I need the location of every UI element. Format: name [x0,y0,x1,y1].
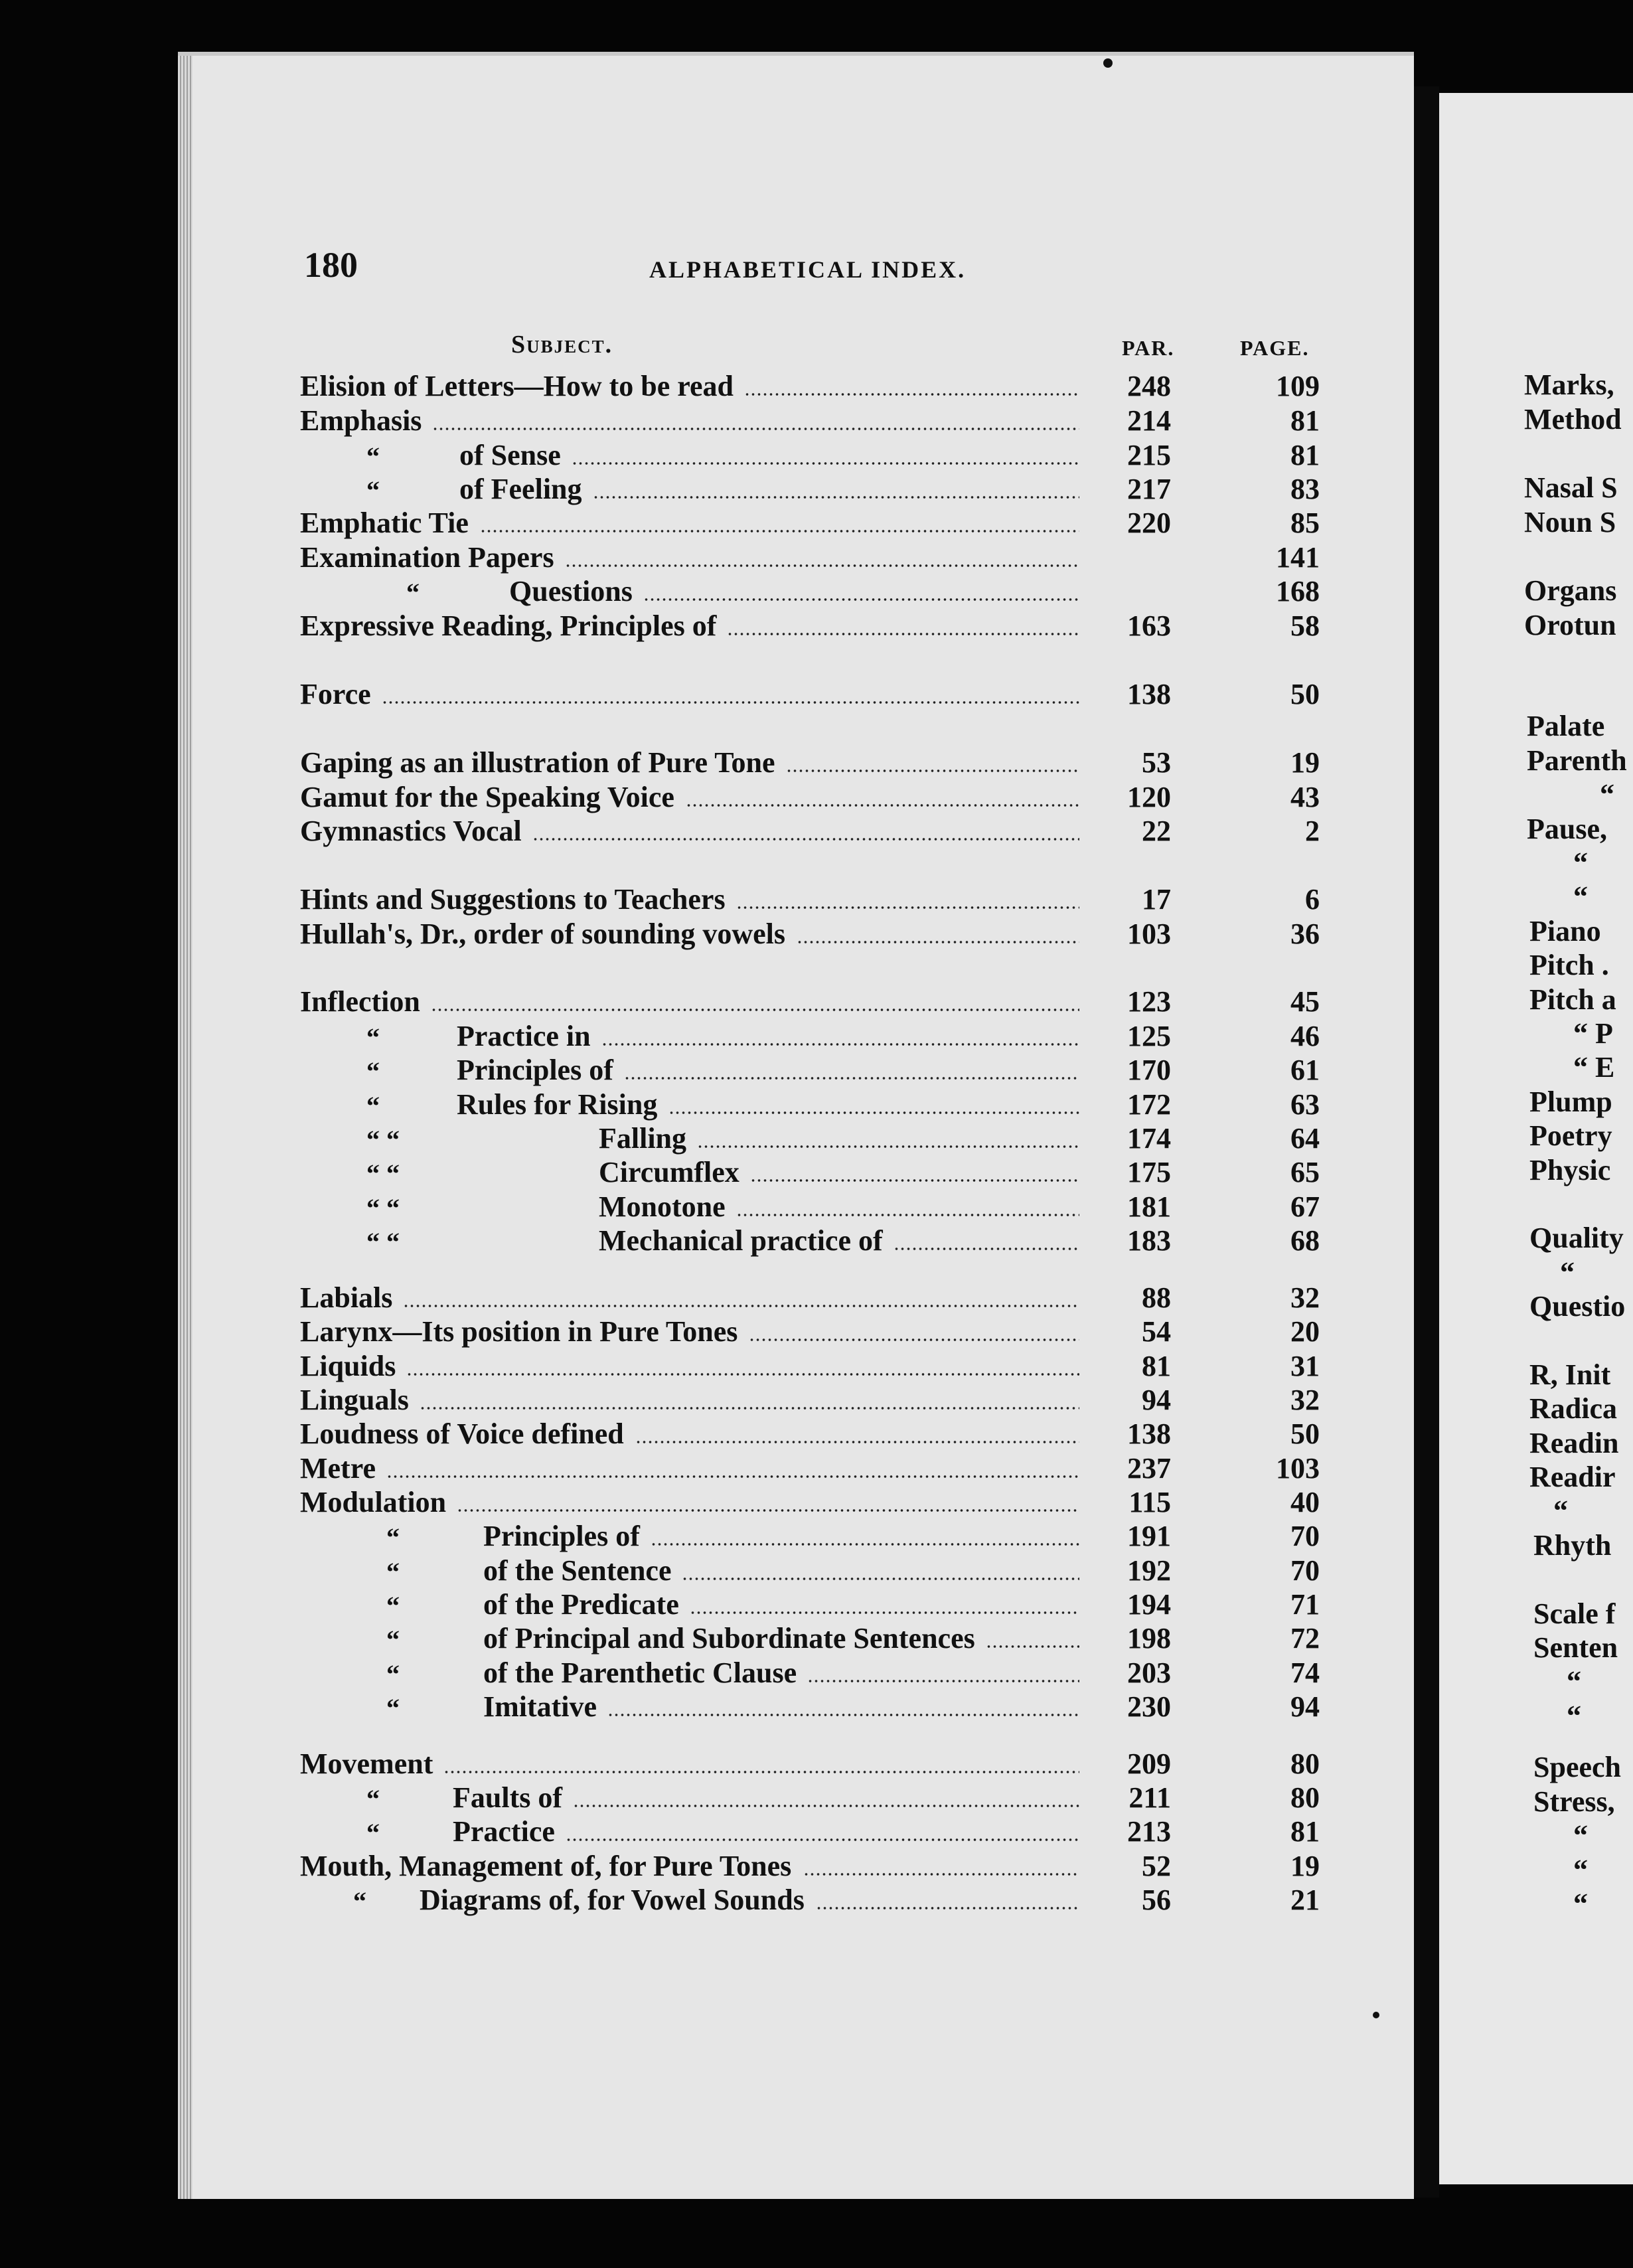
entry-paragraph-number: 54 [1142,1315,1171,1348]
entry-paragraph-number: 230 [1127,1690,1171,1723]
entry-subject: Larynx—Its position in Pure Tones [300,1315,738,1348]
entry-subject: Emphatic Tie [300,507,469,539]
entry-subject: Gaping as an illustration of Pure Tone [300,746,775,779]
right-page-fragment: “ P [1573,1017,1613,1050]
dot-leader [736,1214,1079,1216]
right-page-fragment: Radica [1529,1392,1617,1425]
ditto-mark: “ [366,1022,380,1052]
entry-subject: Elision of Letters—How to be read [300,370,734,402]
right-page-fragment: “ [1553,1495,1568,1527]
entry-subject: Rules for Rising [457,1088,658,1121]
entry-paragraph-number: 120 [1127,781,1171,813]
entry-page-number: 21 [1290,1884,1320,1916]
entry-subject: Metre [300,1452,376,1485]
entry-paragraph-number: 213 [1127,1815,1171,1848]
right-page-fragment: Questio [1529,1290,1626,1323]
ditto-mark: “ [366,475,380,505]
entry-page-number: 31 [1290,1350,1320,1382]
right-page-fragment: Scale f [1533,1597,1616,1630]
dot-leader [807,1680,1079,1682]
entry-page-number: 63 [1290,1088,1320,1121]
entry-page-number: 46 [1290,1020,1320,1052]
entry-subject: Expressive Reading, Principles of [300,609,717,642]
entry-subject: Labials [300,1281,393,1314]
dot-leader [420,1407,1079,1410]
entry-subject: Examination Papers [300,541,554,574]
entry-page-number: 80 [1290,1747,1320,1780]
right-page-fragment: “ [1573,1819,1588,1852]
right-page-fragment: R, Init [1529,1358,1611,1391]
ditto-mark: “ [366,1818,380,1848]
entry-subject: Loudness of Voice defined [300,1418,624,1450]
entry-subject: Gymnastics Vocal [300,815,522,847]
entry-subject: Mouth, Management of, for Pure Tones [300,1850,792,1882]
ditto-mark: “ [386,1522,400,1552]
entry-page-number: 109 [1276,370,1320,402]
ditto-mark: “ [366,442,380,471]
dot-leader [690,1611,1079,1614]
right-page-fragment: Pause, [1527,813,1607,845]
entry-page-number: 81 [1290,439,1320,471]
entry-page-number: 45 [1290,985,1320,1018]
entry-subject: Practice in [457,1020,591,1052]
right-page-fragment: Poetry [1529,1119,1612,1152]
right-page-fragment: “ [1567,1700,1581,1732]
right-page-fragment: “ [1573,1888,1588,1920]
entry-paragraph-number: 215 [1127,439,1171,471]
ditto-mark: “ [386,1557,400,1587]
dot-leader [480,530,1079,532]
right-page-fragment: Parenth [1527,744,1627,777]
right-page-fragment: “ [1567,1665,1581,1698]
right-page-fragment: Organs [1524,574,1617,607]
right-page-fragment: Plump [1529,1086,1612,1118]
entry-subject: Movement [300,1747,433,1780]
scan-speck [1103,58,1113,68]
scan-speck [1373,2012,1379,2018]
entry-subject: of Feeling [459,473,582,505]
entry-page-number: 36 [1290,918,1320,950]
entry-paragraph-number: 183 [1127,1224,1171,1257]
entry-subject: Questions [509,575,633,608]
dot-leader [643,598,1079,601]
ditto-mark: “ [386,1625,400,1655]
dot-leader [651,1543,1079,1546]
column-head-subject: Subject. [511,331,613,359]
dot-leader [403,1305,1079,1307]
entry-page-number: 74 [1290,1657,1320,1689]
dot-leader [803,1873,1079,1876]
entry-paragraph-number: 22 [1142,815,1171,847]
dot-leader [406,1373,1079,1376]
right-page-fragment: Senten [1533,1631,1618,1664]
ditto-mark: “ “ [366,1193,400,1223]
dot-leader [593,496,1079,499]
entry-subject: Gamut for the Speaking Voice [300,781,674,813]
right-page-fragment: Stress, [1533,1785,1615,1818]
entry-subject: Modulation [300,1486,447,1518]
right-page-fragment: Rhyth [1533,1529,1612,1562]
entry-page-number: 81 [1290,1815,1320,1848]
entry-page-number: 19 [1290,1850,1320,1882]
entry-paragraph-number: 237 [1127,1452,1171,1485]
page-number: 180 [304,245,358,285]
entry-paragraph-number: 217 [1127,473,1171,505]
entry-subject: of Principal and Subordinate Sentences [483,1622,975,1655]
entry-subject: Mechanical practice of [599,1224,883,1257]
entry-page-number: 141 [1276,541,1320,574]
entry-page-number: 67 [1290,1190,1320,1223]
right-page-fragment: Speech [1533,1751,1621,1783]
entry-subject: Imitative [483,1690,597,1723]
entry-subject: Monotone [599,1190,726,1223]
entry-page-number: 32 [1290,1384,1320,1416]
dot-leader [682,1578,1079,1580]
entry-page-number: 80 [1290,1781,1320,1814]
ditto-mark: “ [366,1091,380,1121]
right-page-fragment: “ [1573,880,1588,913]
ditto-mark: “ [406,578,420,608]
dot-leader [736,906,1079,909]
entry-paragraph-number: 138 [1127,678,1171,710]
entry-subject: of the Parenthetic Clause [483,1657,797,1689]
entry-subject: of the Sentence [483,1554,672,1587]
entry-page-number: 6 [1305,883,1320,916]
entry-page-number: 71 [1290,1588,1320,1621]
right-page-fragment: Palate [1527,710,1605,742]
right-page-fragment: Noun S [1524,506,1616,538]
dot-leader [786,770,1079,772]
entry-page-number: 85 [1290,507,1320,539]
entry-page-number: 61 [1290,1054,1320,1086]
entry-page-number: 70 [1290,1554,1320,1587]
ditto-mark: “ “ [366,1227,400,1257]
right-page-fragment: “ E [1573,1051,1615,1084]
entry-paragraph-number: 181 [1127,1190,1171,1223]
entry-paragraph-number: 17 [1142,883,1171,916]
entry-page-number: 168 [1276,575,1320,608]
entry-paragraph-number: 170 [1127,1054,1171,1086]
running-head: ALPHABETICAL INDEX. [649,256,967,283]
entry-page-number: 64 [1290,1122,1320,1155]
entry-page-number: 70 [1290,1520,1320,1552]
entry-page-number: 83 [1290,473,1320,505]
entry-subject: Faults of [453,1781,562,1814]
entry-subject: Circumflex [599,1156,739,1188]
ditto-mark: “ [366,1784,380,1814]
right-page-fragment: Readin [1529,1427,1619,1459]
ditto-mark: “ “ [366,1159,400,1188]
entry-page-number: 43 [1290,781,1320,813]
entry-page-number: 58 [1290,609,1320,642]
dot-leader [566,1838,1079,1841]
entry-paragraph-number: 125 [1127,1020,1171,1052]
entry-paragraph-number: 81 [1142,1350,1171,1382]
right-page-fragment: Orotun [1524,609,1616,641]
entry-subject: Inflection [300,985,420,1018]
ditto-mark: “ [386,1591,400,1621]
right-page-fragment: “ [1560,1256,1575,1289]
dot-leader [749,1338,1079,1341]
entry-page-number: 20 [1290,1315,1320,1348]
entry-paragraph-number: 163 [1127,609,1171,642]
ditto-mark: “ [366,1056,380,1086]
entry-page-number: 32 [1290,1281,1320,1314]
entry-paragraph-number: 192 [1127,1554,1171,1587]
entry-paragraph-number: 194 [1127,1588,1171,1621]
entry-subject: Hints and Suggestions to Teachers [300,883,726,916]
ditto-mark: “ [386,1693,400,1723]
entry-paragraph-number: 220 [1127,507,1171,539]
entry-page-number: 40 [1290,1486,1320,1518]
entry-page-number: 65 [1290,1156,1320,1188]
dot-leader [382,701,1079,704]
entry-paragraph-number: 172 [1127,1088,1171,1121]
right-page-fragment: “ [1573,1854,1588,1886]
right-page-fragment: “ [1573,847,1588,879]
right-page-fragment: Readir [1529,1461,1616,1493]
entry-page-number: 72 [1290,1622,1320,1655]
dot-leader [624,1077,1079,1080]
entry-paragraph-number: 123 [1127,985,1171,1018]
right-page-fragment: Pitch . [1529,949,1609,981]
entry-paragraph-number: 56 [1142,1884,1171,1916]
entry-page-number: 68 [1290,1224,1320,1257]
entry-page-number: 50 [1290,678,1320,710]
entry-page-number: 50 [1290,1418,1320,1450]
entry-subject: Hullah's, Dr., order of sounding vowels [300,918,786,950]
dot-leader [572,462,1079,465]
right-page-fragment: Piano [1529,915,1601,947]
dot-leader [797,941,1079,943]
dot-leader [744,393,1079,396]
entry-subject: Force [300,678,371,710]
entry-paragraph-number: 198 [1127,1622,1171,1655]
entry-page-number: 2 [1305,815,1320,847]
entry-paragraph-number: 138 [1127,1418,1171,1450]
column-head-par: PAR. [1122,336,1175,360]
right-page-fragment: Quality [1529,1222,1624,1254]
entry-subject: Principles of [457,1054,613,1086]
dot-leader [894,1248,1079,1250]
dot-leader [443,1771,1079,1773]
ditto-mark: “ [353,1886,366,1916]
entry-subject: Falling [599,1122,687,1155]
entry-subject: Principles of [483,1520,640,1552]
dot-leader [565,564,1079,567]
dot-leader [635,1441,1079,1443]
dot-leader [607,1714,1079,1716]
entry-paragraph-number: 203 [1127,1657,1171,1689]
dot-leader [668,1111,1079,1114]
dot-leader [697,1145,1079,1148]
right-page-fragment: Method [1524,403,1622,436]
dot-leader [386,1475,1079,1478]
entry-paragraph-number: 88 [1142,1281,1171,1314]
ditto-mark: “ “ [366,1125,400,1155]
dot-leader [573,1805,1079,1807]
dot-leader [727,633,1079,635]
dot-leader [686,804,1079,807]
entry-subject: Linguals [300,1384,409,1416]
entry-page-number: 103 [1276,1452,1320,1485]
dot-leader [986,1645,1079,1648]
right-page-fragment: Pitch a [1529,983,1616,1016]
entry-paragraph-number: 103 [1127,918,1171,950]
dot-leader [457,1509,1079,1512]
right-page-fragment: “ [1600,778,1614,811]
entry-paragraph-number: 53 [1142,746,1171,779]
page-edge [178,56,193,2199]
entry-paragraph-number: 174 [1127,1122,1171,1155]
entry-paragraph-number: 115 [1128,1486,1171,1518]
dot-leader [750,1179,1079,1182]
dot-leader [532,838,1079,841]
dot-leader [431,1009,1079,1011]
entry-subject: of Sense [459,439,561,471]
entry-paragraph-number: 52 [1142,1850,1171,1882]
entry-subject: Diagrams of, for Vowel Sounds [420,1884,805,1916]
entry-paragraph-number: 214 [1127,404,1171,437]
entry-subject: Emphasis [300,404,422,437]
entry-paragraph-number: 191 [1127,1520,1171,1552]
entry-paragraph-number: 175 [1127,1156,1171,1188]
entry-paragraph-number: 209 [1127,1747,1171,1780]
entry-page-number: 19 [1290,746,1320,779]
ditto-mark: “ [386,1659,400,1689]
dot-leader [601,1043,1079,1046]
dot-leader [816,1907,1079,1909]
entry-page-number: 94 [1290,1690,1320,1723]
entry-subject: of the Predicate [483,1588,679,1621]
entry-subject: Practice [453,1815,555,1848]
right-page-fragment: Physic [1529,1154,1611,1186]
entry-page-number: 81 [1290,404,1320,437]
entry-paragraph-number: 248 [1127,370,1171,402]
dot-leader [432,428,1079,430]
book-gutter [1414,86,1439,2198]
entry-paragraph-number: 94 [1142,1384,1171,1416]
entry-paragraph-number: 211 [1128,1781,1171,1814]
column-head-page: PAGE. [1240,336,1310,360]
entry-subject: Liquids [300,1350,396,1382]
right-page-fragment: Nasal S [1524,471,1618,504]
right-page-fragment: Marks, [1524,368,1614,401]
